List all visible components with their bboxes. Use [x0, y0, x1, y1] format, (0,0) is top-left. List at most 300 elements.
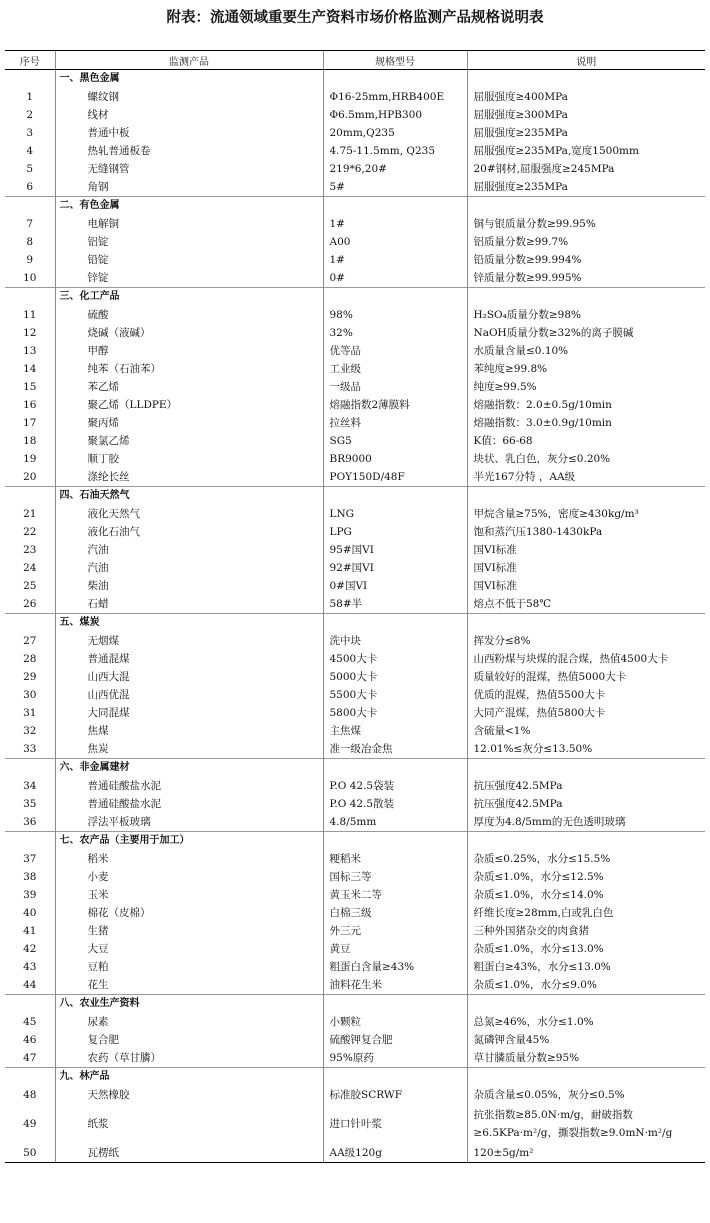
- cell-product: 农药（草甘膦）: [55, 1049, 323, 1068]
- cell-desc: 甲烷含量≥75%，密度≥430kg/m³: [467, 505, 705, 523]
- cell-desc: 120±5g/m²: [467, 1144, 705, 1163]
- header-no: 序号: [5, 51, 55, 70]
- table-row: [5, 142, 705, 160]
- cell-spec: BR9000: [323, 450, 467, 468]
- cell-no: [5, 487, 55, 506]
- table-row: [5, 468, 705, 487]
- cell-no: 16: [23, 399, 37, 411]
- cell-product: 尿素: [55, 1013, 323, 1031]
- cell-no: 13: [23, 345, 37, 357]
- cell-spec: 洗中块: [323, 632, 467, 650]
- cell-no: [5, 288, 55, 307]
- cell-product: 聚氯乙烯: [55, 432, 323, 450]
- cell-no: 38: [23, 871, 37, 883]
- cell-spec: 粳稻米: [323, 850, 467, 868]
- cell-spec: [323, 288, 467, 307]
- cell-product: 瓦楞纸: [55, 1144, 323, 1163]
- cell-spec: 优等品: [323, 342, 467, 360]
- cell-spec: [323, 487, 467, 506]
- table-row: [5, 178, 705, 197]
- cell-no: 4: [26, 145, 34, 157]
- cell-product: 电解铜: [55, 215, 323, 233]
- table-row: [5, 269, 705, 288]
- cell-product: 铅锭: [55, 251, 323, 269]
- cell-product: 棉花（皮棉）: [55, 904, 323, 922]
- table-row: [5, 1104, 705, 1144]
- cell-desc: 杂质≤1.0%，水分≤14.0%: [467, 886, 705, 904]
- cell-desc: 熔点不低于58℃: [467, 595, 705, 614]
- cell-desc: 挥发分≤8%: [467, 632, 705, 650]
- cell-spec: [323, 759, 467, 778]
- table-row: [5, 342, 705, 360]
- cell-desc: [467, 1068, 705, 1087]
- cell-desc: 山西粉煤与块煤的混合煤，热值4500大卡: [467, 650, 705, 668]
- cell-product: 三、化工产品: [55, 288, 323, 307]
- cell-spec: [323, 197, 467, 216]
- table-row: [5, 686, 705, 704]
- table-row: [5, 106, 705, 124]
- cell-spec: 硫酸钾复合肥: [323, 1031, 467, 1049]
- cell-product: 四、石油天然气: [55, 487, 323, 506]
- cell-product: 铝锭: [55, 233, 323, 251]
- cell-no: 22: [23, 526, 37, 538]
- table-row: [5, 958, 705, 976]
- cell-product: 玉米: [55, 886, 323, 904]
- table-row: [5, 233, 705, 251]
- cell-product: 汽油: [55, 541, 323, 559]
- cell-desc: 氮磷钾含量45%: [467, 1031, 705, 1049]
- table-row: [5, 432, 705, 450]
- cell-desc: 抗压强度42.5MPa: [467, 795, 705, 813]
- table-row: [5, 868, 705, 886]
- cell-product: 天然橡胶: [55, 1086, 323, 1104]
- table-row: [5, 324, 705, 342]
- table-row: [5, 1086, 705, 1104]
- cell-product: 石蜡: [55, 595, 323, 614]
- cell-no: 32: [23, 725, 37, 737]
- cell-spec: 0#国VI: [323, 577, 467, 595]
- table-row: [5, 813, 705, 832]
- cell-desc: 国VI标准: [467, 541, 705, 559]
- cell-product: 山西大混: [55, 668, 323, 686]
- table-body: [5, 70, 705, 1163]
- cell-no: 18: [23, 435, 37, 447]
- cell-product: 聚丙烯: [55, 414, 323, 432]
- cell-desc: NaOH质量分数≥32%的离子膜碱: [467, 324, 705, 342]
- cell-product: 线材: [55, 106, 323, 124]
- cell-desc: 铝质量分数≥99.7%: [467, 233, 705, 251]
- cell-spec: AA级120g: [323, 1144, 467, 1163]
- cell-product: 复合肥: [55, 1031, 323, 1049]
- table-row: [5, 523, 705, 541]
- cell-no: [5, 614, 55, 633]
- cell-spec: 白棉三级: [323, 904, 467, 922]
- table-row: [5, 215, 705, 233]
- cell-product: 烧碱（液碱）: [55, 324, 323, 342]
- cell-product: 聚乙烯（LLDPE）: [55, 396, 323, 414]
- cell-no: 3: [26, 127, 34, 139]
- cell-no: 42: [23, 943, 37, 955]
- cell-spec: LPG: [323, 523, 467, 541]
- cell-no: 24: [23, 562, 37, 574]
- cell-product: 五、煤炭: [55, 614, 323, 633]
- table-row: [5, 88, 705, 106]
- cell-desc: 含硫量<1%: [467, 722, 705, 740]
- cell-product: 无缝钢管: [55, 160, 323, 178]
- cell-spec: 5#: [323, 178, 467, 197]
- cell-no: [5, 759, 55, 778]
- cell-spec: 58#半: [323, 595, 467, 614]
- cell-spec: 4.75-11.5mm, Q235: [323, 142, 467, 160]
- cell-desc: 纤维长度≥28mm,白或乳白色: [467, 904, 705, 922]
- table-row: [5, 396, 705, 414]
- cell-desc: 20#钢材,屈服强度≥245MPa: [467, 160, 705, 178]
- cell-desc: 饱和蒸汽压1380-1430kPa: [467, 523, 705, 541]
- cell-spec: 4500大卡: [323, 650, 467, 668]
- cell-spec: 粗蛋白含量≥43%: [323, 958, 467, 976]
- cell-product: 六、非金属建材: [55, 759, 323, 778]
- cell-no: 36: [23, 816, 37, 828]
- cell-product: 大豆: [55, 940, 323, 958]
- table-row: [5, 850, 705, 868]
- cell-spec: Φ6.5mm,HPB300: [323, 106, 467, 124]
- table-row: [5, 904, 705, 922]
- cell-desc: 杂质含量≤0.05%，灰分≤0.5%: [467, 1086, 705, 1104]
- cell-spec: 国标三等: [323, 868, 467, 886]
- cell-spec: 进口针叶浆: [323, 1104, 467, 1144]
- cell-no: 31: [23, 707, 37, 719]
- cell-desc: 块状、乳白色，灰分≤0.20%: [467, 450, 705, 468]
- cell-no: 14: [23, 363, 37, 375]
- table-row: [5, 795, 705, 813]
- category-row: [5, 1068, 705, 1087]
- cell-desc: 杂质≤1.0%，水分≤9.0%: [467, 976, 705, 995]
- cell-product: 甲醇: [55, 342, 323, 360]
- header-desc: 说明: [467, 51, 705, 70]
- cell-product: 稻米: [55, 850, 323, 868]
- cell-product: 一、黑色金属: [55, 70, 323, 89]
- table-row: [5, 886, 705, 904]
- cell-spec: 98%: [323, 306, 467, 324]
- category-row: [5, 832, 705, 851]
- cell-spec: 准一级冶金焦: [323, 740, 467, 759]
- table-row: [5, 450, 705, 468]
- cell-spec: 熔融指数2薄膜料: [323, 396, 467, 414]
- cell-desc: 抗压强度42.5MPa: [467, 777, 705, 795]
- cell-desc: 杂质≤0.25%，水分≤15.5%: [467, 850, 705, 868]
- table-row: [5, 1144, 705, 1163]
- cell-desc: 杂质≤1.0%，水分≤12.5%: [467, 868, 705, 886]
- cell-no: 44: [23, 979, 37, 991]
- cell-no: [5, 70, 55, 89]
- cell-spec: 95#国VI: [323, 541, 467, 559]
- cell-product: 豆粕: [55, 958, 323, 976]
- cell-product: 花生: [55, 976, 323, 995]
- cell-no: 49: [23, 1118, 37, 1130]
- table-row: [5, 650, 705, 668]
- cell-no: 50: [5, 1144, 55, 1163]
- cell-product: 角钢: [55, 178, 323, 197]
- cell-no: 35: [23, 798, 37, 810]
- page-title: 附表：流通领域重要生产资料市场价格监测产品规格说明表: [166, 10, 544, 26]
- cell-spec: 219*6,20#: [323, 160, 467, 178]
- cell-no: 20: [23, 471, 37, 483]
- cell-spec: [323, 1068, 467, 1087]
- cell-spec: 92#国VI: [323, 559, 467, 577]
- cell-spec: 拉丝料: [323, 414, 467, 432]
- cell-product: 无烟煤: [55, 632, 323, 650]
- category-row: [5, 197, 705, 216]
- cell-no: 7: [26, 218, 34, 230]
- cell-spec: LNG: [323, 505, 467, 523]
- cell-product: 汽油: [55, 559, 323, 577]
- cell-spec: [323, 995, 467, 1014]
- cell-spec: 黄玉米二等: [323, 886, 467, 904]
- cell-no: 21: [23, 508, 37, 520]
- cell-no: 12: [23, 327, 37, 339]
- cell-desc: 总氮≥46%，水分≤1.0%: [467, 1013, 705, 1031]
- cell-no: 27: [23, 635, 37, 647]
- cell-spec: 5500大卡: [323, 686, 467, 704]
- cell-no: 41: [23, 925, 37, 937]
- cell-desc: 水质量含量≤0.10%: [467, 342, 705, 360]
- table-row: [5, 722, 705, 740]
- table-row: [5, 922, 705, 940]
- header-product: 监测产品: [55, 51, 323, 70]
- cell-desc: 屈服强度≥235MPa: [467, 178, 705, 197]
- cell-no: 26: [23, 598, 37, 610]
- cell-desc: [467, 487, 705, 506]
- cell-desc: 熔融指数：3.0±0.9g/10min: [467, 414, 705, 432]
- cell-desc: 铅质量分数≥99.994%: [467, 251, 705, 269]
- cell-spec: 外三元: [323, 922, 467, 940]
- table-row: [5, 378, 705, 396]
- table-row: [5, 414, 705, 432]
- cell-desc: K值：66-68: [467, 432, 705, 450]
- cell-no: 30: [23, 689, 37, 701]
- cell-no: [5, 1068, 55, 1087]
- cell-no: 45: [23, 1016, 37, 1028]
- cell-spec: SG5: [323, 432, 467, 450]
- table-row: [5, 1049, 705, 1068]
- cell-product: 液化石油气: [55, 523, 323, 541]
- cell-product: 七、农产品（主要用于加工）: [55, 832, 323, 851]
- cell-product: 顺丁胶: [55, 450, 323, 468]
- cell-product: 浮法平板玻璃: [55, 813, 323, 832]
- cell-product: 硫酸: [55, 306, 323, 324]
- table-row: [5, 704, 705, 722]
- table-row: [5, 577, 705, 595]
- cell-spec: 5800大卡: [323, 704, 467, 722]
- category-row: [5, 288, 705, 307]
- cell-spec: 5000大卡: [323, 668, 467, 686]
- cell-desc: [467, 995, 705, 1014]
- cell-product: 锌锭: [55, 269, 323, 288]
- cell-desc: H₂SO₄质量分数≥98%: [467, 306, 705, 324]
- cell-desc: 厚度为4.8/5mm的无色透明玻璃: [467, 813, 705, 832]
- table-row: [5, 559, 705, 577]
- cell-product: 普通中板: [55, 124, 323, 142]
- table-row: [5, 541, 705, 559]
- cell-no: [5, 995, 55, 1014]
- cell-no: 5: [26, 163, 34, 175]
- cell-spec: A00: [323, 233, 467, 251]
- cell-no: 2: [26, 109, 34, 121]
- table-header-row: [5, 51, 705, 70]
- category-row: [5, 995, 705, 1014]
- cell-desc: 屈服强度≥235MPa: [467, 124, 705, 142]
- spec-table-container: [5, 50, 705, 1163]
- table-row: [5, 632, 705, 650]
- cell-no: 1: [26, 91, 34, 103]
- cell-spec: 1#: [323, 215, 467, 233]
- table-row: [5, 251, 705, 269]
- cell-spec: 95%原药: [323, 1049, 467, 1068]
- cell-product: 纸浆: [55, 1104, 323, 1144]
- cell-desc: 粗蛋白≥43%，水分≤13.0%: [467, 958, 705, 976]
- cell-product: 普通硅酸盐水泥: [55, 777, 323, 795]
- cell-spec: Φ16-25mm,HRB400E: [323, 88, 467, 106]
- table-row: [5, 1013, 705, 1031]
- cell-desc: 屈服强度≥400MPa: [467, 88, 705, 106]
- table-row: [5, 595, 705, 614]
- cell-desc: 12.01%≤灰分≤13.50%: [467, 740, 705, 759]
- cell-desc: 国VI标准: [467, 559, 705, 577]
- cell-no: 34: [23, 780, 37, 792]
- cell-spec: [323, 614, 467, 633]
- cell-desc: 纯度≥99.5%: [467, 378, 705, 396]
- cell-no: 6: [26, 181, 34, 193]
- cell-product: 纯苯（石油苯）: [55, 360, 323, 378]
- cell-spec: 32%: [323, 324, 467, 342]
- cell-spec: P.O 42.5散装: [323, 795, 467, 813]
- table-row: [5, 306, 705, 324]
- cell-product: 二、有色金属: [55, 197, 323, 216]
- table-row: [5, 668, 705, 686]
- cell-product: 柴油: [55, 577, 323, 595]
- cell-product: 涤纶长丝: [55, 468, 323, 487]
- cell-product: 山西优混: [55, 686, 323, 704]
- cell-spec: POY150D/48F: [323, 468, 467, 487]
- table-row: [5, 976, 705, 995]
- cell-spec: 主焦煤: [323, 722, 467, 740]
- table-row: [5, 777, 705, 795]
- cell-no: 46: [23, 1034, 37, 1046]
- header-spec: 规格型号: [323, 51, 467, 70]
- cell-desc: 苯纯度≥99.8%: [467, 360, 705, 378]
- cell-product: 小麦: [55, 868, 323, 886]
- cell-no: 37: [23, 853, 37, 865]
- cell-desc: [467, 197, 705, 216]
- category-row: [5, 759, 705, 778]
- cell-no: 15: [23, 381, 37, 393]
- table-row: [5, 1031, 705, 1049]
- table-row: [5, 160, 705, 178]
- cell-no: 43: [23, 961, 37, 973]
- cell-spec: 1#: [323, 251, 467, 269]
- cell-no: 33: [23, 743, 37, 755]
- cell-no: [5, 832, 55, 851]
- table-row: [5, 940, 705, 958]
- table-row: [5, 740, 705, 759]
- table-row: [5, 124, 705, 142]
- cell-product: 八、农业生产资料: [55, 995, 323, 1014]
- category-row: [5, 70, 705, 89]
- cell-product: 苯乙烯: [55, 378, 323, 396]
- cell-desc: 熔融指数：2.0±0.5g/10min: [467, 396, 705, 414]
- cell-desc: 国VI标准: [467, 577, 705, 595]
- cell-no: 9: [26, 254, 34, 266]
- cell-desc: [467, 832, 705, 851]
- cell-no: 23: [23, 544, 37, 556]
- cell-product: 热轧普通板卷: [55, 142, 323, 160]
- cell-spec: 黄豆: [323, 940, 467, 958]
- cell-no: 48: [23, 1089, 37, 1101]
- cell-desc: 屈服强度≥235MPa,宽度1500mm: [467, 142, 705, 160]
- cell-no: 19: [23, 453, 37, 465]
- cell-no: 8: [26, 236, 34, 248]
- cell-desc: [467, 759, 705, 778]
- table-row: [5, 360, 705, 378]
- cell-no: 47: [23, 1052, 37, 1064]
- category-row: [5, 487, 705, 506]
- cell-product: 九、林产品: [55, 1068, 323, 1087]
- cell-product: 焦煤: [55, 722, 323, 740]
- cell-spec: 小颗粒: [323, 1013, 467, 1031]
- cell-spec: [323, 832, 467, 851]
- cell-desc: [467, 70, 705, 89]
- cell-desc: 草甘膦质量分数≥95%: [467, 1049, 705, 1068]
- cell-product: 液化天然气: [55, 505, 323, 523]
- cell-no: 11: [23, 309, 37, 321]
- cell-no: 25: [23, 580, 37, 592]
- cell-no: 39: [23, 889, 37, 901]
- cell-desc: 铜与银质量分数≥99.95%: [467, 215, 705, 233]
- cell-spec: [323, 70, 467, 89]
- cell-desc: 大同产混煤，热值5800大卡: [467, 704, 705, 722]
- table-row: [5, 505, 705, 523]
- cell-product: 普通混煤: [55, 650, 323, 668]
- cell-desc: 锌质量分数≥99.995%: [467, 269, 705, 288]
- cell-desc: [467, 614, 705, 633]
- cell-no: [5, 197, 55, 216]
- cell-spec: P.O 42.5袋装: [323, 777, 467, 795]
- cell-desc: 三种外国猪杂交的肉食猪: [467, 922, 705, 940]
- cell-desc: 半光167分特 ，AA级: [467, 468, 705, 487]
- cell-spec: 油料花生米: [323, 976, 467, 995]
- cell-spec: 20mm,Q235: [323, 124, 467, 142]
- cell-no: 29: [23, 671, 37, 683]
- cell-no: 10: [23, 272, 37, 284]
- cell-desc: 质量较好的混煤，热值5000大卡: [467, 668, 705, 686]
- cell-product: 螺纹钢: [55, 88, 323, 106]
- cell-desc: 杂质≤1.0%，水分≤13.0%: [467, 940, 705, 958]
- cell-desc: 抗张指数≥85.0N·m/g，耐破指数≥6.5KPa·m²/g，撕裂指数≥9.0mN·m²/g: [467, 1104, 705, 1144]
- cell-no: 40: [23, 907, 37, 919]
- cell-product: 生猪: [55, 922, 323, 940]
- category-row: [5, 614, 705, 633]
- cell-spec: 4.8/5mm: [323, 813, 467, 832]
- cell-no: 28: [23, 653, 37, 665]
- cell-desc: 优质的混煤，热值5500大卡: [467, 686, 705, 704]
- cell-product: 普通硅酸盐水泥: [55, 795, 323, 813]
- cell-product: 焦炭: [55, 740, 323, 759]
- cell-desc: 屈服强度≥300MPa: [467, 106, 705, 124]
- cell-product: 大同混煤: [55, 704, 323, 722]
- cell-spec: 0#: [323, 269, 467, 288]
- cell-no: 17: [23, 417, 37, 429]
- cell-spec: 工业级: [323, 360, 467, 378]
